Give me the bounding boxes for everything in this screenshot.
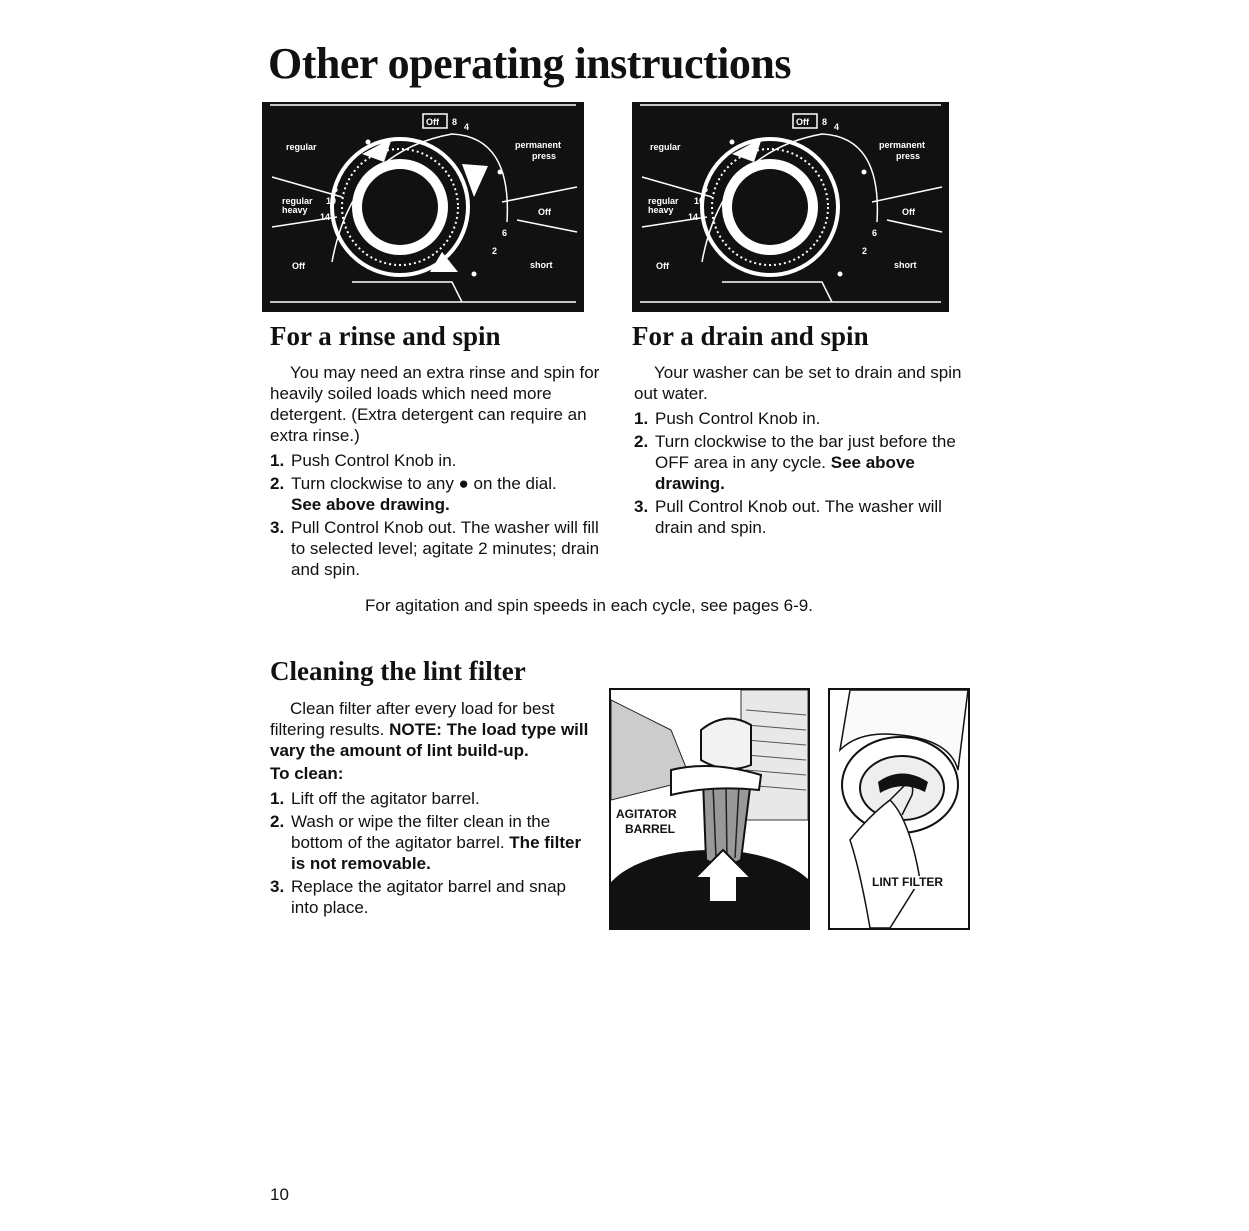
lint-filter-note: NOTE: The load type will vary the amount of lint build-up.: [270, 720, 589, 760]
list-item: 1. Push Control Knob in.: [270, 451, 457, 470]
dial-graphic-2: [632, 102, 949, 312]
lint-filter-section: [270, 698, 590, 920]
dial2-label-off-top: Off: [796, 117, 809, 127]
page-number: 10: [270, 1185, 289, 1204]
dial-illustration-rinse: [262, 102, 584, 312]
agitator-barrel-illustration: [609, 688, 810, 930]
dial-graphic: [262, 102, 584, 312]
list-item: 1. Push Control Knob in.: [634, 409, 821, 428]
lint-filter-illustration: [828, 688, 970, 930]
list-item: 3. Pull Control Knob out. The washer will drain and spin.: [634, 497, 942, 537]
dial-label-press: press: [532, 151, 557, 161]
to-clean-label: To clean:: [270, 764, 344, 783]
dial2-label-regular-2: regular: [648, 196, 679, 206]
dial-label-14: 14: [320, 212, 331, 222]
dial2-label-off-left: Off: [656, 261, 669, 271]
barrel-label: BARREL: [625, 822, 675, 836]
list-item: 2. Turn clockwise to any ● on the dial. See above drawing.: [270, 474, 557, 514]
agitator-label: AGITATOR: [616, 807, 677, 821]
drain-spin-steps: [634, 408, 969, 538]
dial-label-regular: regular: [286, 142, 317, 152]
dial-label-heavy: heavy: [282, 205, 308, 215]
dial-label-off-right: Off: [538, 207, 551, 217]
dial-label-6b: 6: [502, 228, 508, 238]
lint-filter-intro: Clean filter after every load for best filtering results.: [270, 699, 555, 739]
dial-label-6: 6: [333, 184, 339, 194]
dial-label-2: 2: [492, 246, 498, 256]
lint-filter-steps: [270, 788, 590, 918]
dial2-label-10: 10: [694, 196, 705, 206]
dial-label-8: 8: [452, 117, 458, 127]
dial2-label-press: press: [896, 151, 921, 161]
dial2-label-heavy: heavy: [648, 205, 674, 215]
dial2-label-8: 8: [822, 117, 828, 127]
dial2-label-14: 14: [688, 212, 699, 222]
list-item: 2. Turn clockwise to the bar just before the OFF area in any cycle. See above drawing.: [634, 432, 956, 493]
drain-spin-section: [634, 362, 969, 540]
dial-label-permanent: permanent: [515, 140, 562, 150]
lint-filter-heading: Cleaning the lint filter: [270, 656, 526, 686]
dial-label-10: 10: [326, 196, 337, 206]
footer-note: For agitation and spin speeds in each cycle, see pages 6-9.: [365, 596, 813, 615]
dial2-label-6: 6: [703, 184, 709, 194]
dial2-label-off-right: Off: [902, 207, 915, 217]
dial-illustration-drain: [632, 102, 949, 312]
dial2-label-4: 4: [834, 122, 840, 132]
page-title: Other operating instructions: [268, 39, 791, 88]
dial2-label-2: 2: [862, 246, 868, 256]
list-item: 2. Wash or wipe the filter clean in the bottom of the agitator barrel. The filter is not removable.: [270, 812, 582, 873]
dial2-label-short: short: [894, 260, 917, 270]
dial2-label-regular: regular: [650, 142, 681, 152]
dial-label-off-left: Off: [292, 261, 305, 271]
dial2-label-6b: 6: [872, 228, 878, 238]
rinse-spin-heading: For a rinse and spin: [270, 321, 501, 351]
drain-spin-heading: For a drain and spin: [632, 321, 869, 351]
list-item: 3. Pull Control Knob out. The washer will fill to selected level; agitate 2 minutes; drain and spin.: [270, 518, 600, 579]
dial-label-off-top: Off: [426, 117, 439, 127]
dial-label-4: 4: [464, 122, 470, 132]
drain-spin-intro: Your washer can be set to drain and spin out water.: [634, 363, 962, 403]
lint-filter-label: LINT FILTER: [872, 875, 944, 889]
dial-label-regular-2: regular: [282, 196, 313, 206]
list-item: 3. Replace the agitator barrel and snap into place.: [270, 877, 567, 917]
rinse-spin-steps: [270, 450, 605, 580]
dial-label-short: short: [530, 260, 553, 270]
rinse-spin-section: [270, 362, 605, 582]
rinse-spin-intro: You may need an extra rinse and spin for heavily soiled loads which need more detergent. (Extra detergent can require an extra rinse.): [270, 363, 600, 445]
list-item: 1. Lift off the agitator barrel.: [270, 789, 480, 808]
dial2-label-permanent: permanent: [879, 140, 926, 150]
